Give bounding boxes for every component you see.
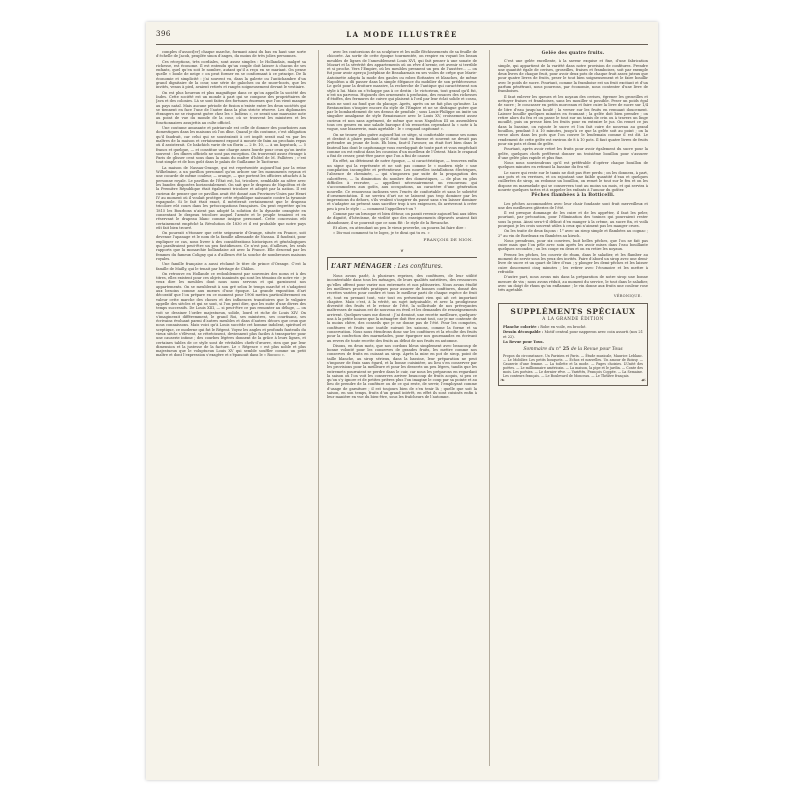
sommaire-contents: Propos du circonstance. Un Parisien et Paris. — Étude musicale, Maurice Leblanc. — Le Mobilier. Les petits bouquets. — Échos et nouvelles. Un amour de Boissy. — Causerie d’une femme. — La toilette et la mode. — Pages choisies. L’Unité des poètes. — Le millionnaire américain. — La maison, la pipe et le jardin. — Conte des mois. Les poésies. — Le dernier rêve. — Variétés, François Coppée. — La Semaine. Les conteurs français. — Le Boulevard de Monceau. — Le Théâtre français. — [503, 353, 643, 379]
paragraph: On les traite de deux façons : 1° avec un sirop simple et flambées au cognac ; 2° au vin de Bordeaux en flambées au kirsch. — [498, 229, 648, 238]
supplements-title: SUPPLÉMENTS SPÉCIAUX — [510, 306, 636, 316]
running-header — [156, 30, 648, 44]
sommaire-suffix: de la Revue pour Tous — [570, 346, 623, 352]
section-title — [331, 263, 477, 270]
paragraph: Disons, en deux mots, que nos cordons bleus simplement avec beaucoup de bonne volonté pour les conserves de grandes fruits, les mettre comme nos conserves de fruits en cuisant au sirop. Après la mise en pot de sirop, point de taille blanche, au sirop sérieux, dans la bassine, leur préparation ne peut s’imposer de frais sans égard, et la bonne cuisinière, au lieu s’en conserver par les provisions pour la meilleure et pour les desserts un peu légers, tandis que les entremets pourraient se perdre dans le cuir, car nous les préparons en regardant la saison où l’on voit les conserves arriver beaucoup de fruits acquis, si peu ce qu’on s’y ignore et de petites prières plus l’on imagine le coup par sa pointe et au lieu de prendre de la confiture ou de ce qui reste, de servir, l’employant comme d’usage de garniture ; il est toujours bien de s’en tenir là ; quelle que soit la saison, en son temps, fruits d’un grand intérêt, en effet ils sont cuisinés enfin à leur manière en vue du bien-être, sous les fraîcheurs de l’automne. — [327, 343, 477, 400]
column-divider — [318, 50, 319, 766]
supplement-text: Robe en voile, en broché. — [540, 325, 587, 330]
paragraph: On est plus heureux et plus magnifique dans ce qu’on appelle la société des Indes. Cette société est un monde à part qui se compose des propriétaires de Java et des colonies. Là se sont faites des fortunes énormes que l’on vient manger au pays natal. Mais aucune période de fusion n’existe entre les deux sociétés qui se tiennent en face l’une de l’autre dans la plus stricte réserve. Les diplomates étrangers ne se risquent guère chez les « Indiens », ce serait une mauvaise note au point de vue du monde de la cour, où se trouvent les ministres et les fonctionnaires assujettis au culte officiel. — [156, 90, 306, 125]
text-column-right — [498, 50, 648, 766]
section-header-frame — [327, 257, 477, 270]
paragraph: Il faut enlever les queues et les noyaux des cerises, égrener les groseilles et nettoyer fraises et framboises, sans les mouiller si possible. Peser un poids égal de sucre ; le concasser en petits morceaux et faire cuire la livre de sucre sur 1/4 de litre d’eau jusqu’au boulé ; la verser sur les fruits en remuant doucement. Laisser bouillir quelques minutes en écumant ; la gelée doit bien prendre ; on retire alors du feu et on passe le tout sur un tamis de crin ou à travers un linge mouillé, puis on presse bien les fruits pour en extraire le jus. On remet ce jus dans la bassine, on rajoute le sucre et l’on fait cuire de nouveau au grand bouillon, pendant 5 à 10 minutes, jusqu’à ce que la gelée soit au point ; on la verse alors dans les pots que l’on couvre le lendemain comme il est dit. Le rendement de cette gelée est environ de 8 à 10 pots. Il faut quatre livres de fruits pour six pots et demi de gelée. — [498, 94, 648, 146]
supplement-text: Motif central pour napperon avec coin assorti (nos 21 et 22). — [503, 330, 644, 339]
paragraph: avec les contorsions de sa sculpture et les mille fléchissements de sa feuille de chicorée. Au sortir de cette époque tourmentée, on respire en voyant les beaux meubles de lignes de l’ameublement Louis XVI, qui fait penser à une sonate de Mozart et la sévérité des appartements où on rêve d’avenir, cet avenir si terrible et si proche. Vers l’Empire, où les meubles prennent un peu de l’austère... — on fut pour avoir aperçu Joséphine de Beauharnais en ses voiles de crêpe que Marie-Antoinette adopta la mode des gaules ou robes flottantes et blanches, de même Napoléon a dû passer dans la simple élégance du mobilier de son prédécesseur. Le goût pour la droiture massive, la recherche de l’antique qui caractérisent son style à lui. Mais on s’échappe pas à ce destin : le victorieux, tout grand qu’il fut, n’est un parvenu. Hujourds des ornements à profusion, des rosaces des richesses d’étoffes, des fermures de cuivre qui plaisent à l’œil par leur éclat solide et cossu, mais ne sont au fond que du placage. Après, après on ne fait plus qu’imiter. La Restauration s’inspire encore du style de l’Empire et ne se distingue guère que par le bombardement de ses dessus de pendule ; sous Louis-Philippe on imite un singulier amalgame de style Renaissance avec le Louis XV, croissement assez curieux et non sans agrément, de même que sous Napoléon III on assemblera tous ces genres en une salade baroque d’où ressortira cependant la « note à la vogue, une bizarrerie, mais agréable : le « crapaud capitonné ». — [327, 50, 477, 132]
paragraph: Nous prendrons, pour six convives, huit belles pêches, que l’on ne fait pas cuire mais que l’on pèle avec soin après les avoir mises dans l’eau bouillante quelques secondes ; on les coupe en deux et on en retire les noyaux. — [498, 238, 648, 252]
paragraph: On ne trouve plus guère aujourd’hui ce siège, si confortable comme ses noms et destiné à plaire pendant qu’il était tout en finesse et souvent ne devait pas prétendre au jeune de bois. Eh bien, faut-il l’avouer, on était fort bien dans le fauteuil bas dont le capitonnage vous enveloppait de toute part et vous empêchait comme on est enfoui dans les coussins d’un moelleux de l’Orient. Mais le crapaud a fini de cesser, peut-être parce que l’on a fini de causer. — [327, 132, 477, 159]
section-title-sub: : Les confitures. — [393, 263, 443, 271]
supplement-item — [503, 325, 643, 329]
sommaire-prefix: Sommaire du n° — [523, 346, 562, 352]
paragraph: Une famille française a aussi réclamé le titre de prince d’Orange. C’est la famille de Mailly, qui le tenait par héritage de Châlon. — [156, 262, 306, 271]
supplement-label: La Revue pour Tous. — [503, 340, 544, 345]
paragraph: Nous nous souviendrons qu’il est préférable d’opérer chaque bouillon de quelques minutes en retirant la bassine du feu vif. — [498, 161, 648, 170]
recipe-title: Gelée des quatre fruits. — [541, 51, 605, 56]
magazine-page — [146, 22, 658, 780]
corner-ornament-icon: ❧ — [500, 376, 506, 384]
paragraph: Une coutume amusante et patriarcale est celle de donner des pourboires aux domestiques dans les maisons où l’on dîne. Quand je dis coutume, c’est obligation qu’il faudrait, car celui qui se soustrairait à cet impôt serait mal vu par les maîtres de la maison et certainement exposé à mourir de faim au prochain repas où il assisterait. Ce bakchich varie de un florin — 2 fr. 10, — à un kopstuck, — 5 francs et quelque, — et constitue une charge assez lourde pour ceux qu’on invite souvent : les dîners officiels ne sont pas exception. On trouverait assez étrange à Paris de glisser cent sous dans la main du maître d’hôtel de M. Fallières ; c’est tout simple et de bon goût dans le palais de Guillaume le Taciturne. — [156, 126, 306, 165]
page-number: 396 — [156, 30, 171, 38]
sommaire-number: 25 — [562, 346, 570, 352]
paragraph: Nous avons parlé, à plusieurs reprises, des confitures, de leur utilité incontestable dans tous les ménages, de leurs qualités nutritives, des ressources qu’elles offrent pour varier nos entremets et nos pâtisseries. Nous avons étudié les meilleurs procédés pratiques pour assurer de bonnes confitures, donné des recettes variées pour confire et tous le meilleur parti de chaque espèce de fruit et, tout en prenant tout, voir tout en présentant rien qui ait cet important chapitre. Mais c’est, à la vérité, un sujet inépuisable, et avec la prodigieuse diversité des fruits et le retour de l’été, la sollicitude de nos prévoyantes maîtresses de maison est de nouveau en éveil et les demandes de renseignements arrivent. Quelques-unes me diront : J’ai dessiné, une recette meilleure, quelques-uns à la petite bourse que la ménagère doit être avant tout, car je me contente de la moins chère, des conseils que je ne donne pas de l’été. Pour les compotes, confitures et fruits une inutile suivant les saisons, comme la forme et sa conservation. Nous nous étendrons donc sur les confitures et la récolte des fruits pour la confection des marmelades, pour épargner nos gourmandes en écrivant au revers de toute recette des fruits au début de nos fruits en automne. — [327, 274, 477, 343]
author-signature: VÉRONIQUE. — [613, 294, 642, 299]
paragraph: Prenez les pêches, les couvrir de rhum, dans le saladier, et les flamber au moment de servir sous les yeux des invités. Faire d’abord un sirop avec une demi-livre de sucre et un quart de litre d’eau ; y plonger les demi-pêches et les laisser cuire doucement cinq minutes ; les retirer avec l’écumoire et les mettre à refroidir. — [498, 252, 648, 274]
supplement-label: Dessin découpable : — [503, 330, 544, 335]
paragraph: La maison de Nassau-Orange, qui est représentée aujourd’hui par la reine Wilhelmine, a un pavillon personnel qu’on arbore sur les monuments royaux et une cocarde de même couleur, — orange, — que portent les officiers attachés à la personne royale. Le pavillon de l’État est, lui, tricolore, semblable au nôtre avec les bandes disposées horizontalement. On sait que le drapeau de Napoléon et de la Première République était également tricolore et adopté par la nation. Il est curieux de penser que ce pavillon avait été donné aux Provinces-Unies par Henri IV au moment où il voulait protéger cette république naissante contre la tyrannie espagnole. Si le fait était exact, il mériterait certainement que le drapeau tricolore eût cours dans les préoccupations françaises. On peut regretter qu’en 1815 les Bourbons n’aient pas adopté la solution de la dynastie orangiste en consentant le drapeau tricolore auquel l’armée et le peuple tenaient et en réservant le drapeau blanc comme insigne personnel. Cette concession eût certainement empêché la Révolution de 1830 et il est probable que notre pays eût fait bien trouvé. — [156, 165, 306, 230]
paragraph: Pourtant, après avoir retiré les fruits pour avoir également du sucre pour la gelée, quelques chefs préfèrent donner un troisième bouillon pour s’assurer d’une gelée plus rapide et plus fine. — [498, 147, 648, 160]
paragraph: On retrouve en Hollande ce redoublement par souvenirs des noms et à des titres, elles existent pour ces objets inanimés qui sont les témoins de notre vie : je veux dire les meubles dont nous nous servons et qui garnissent nos appartements. On se meublerait à son gré selon le temps marché et s’adaptent aux besoins comme aux mœurs d’une époque. La grande exposition d’art décoratif que l’on prépare en ce moment pour 1906 mettra particulièrement en valeur cette marche des choses et des influences transitoires que le vulgaire appelle des siècles et qui se sont, si l’on peut dire, que les suite d’une divers des temps successifs. De Louis XIII, — si peut-être ce pas remonter au déluge, — on voit se dessiner l’ordre majestueux, solide, lourd et riche de Louis XIV. On s’imaginerait différemment, le grand Roi, ses ministres, ses courtisans, ses écrivains évoluant parmi d’autres meubles et dans d’autres décors que ceux que nous connaissons. Mais voici qu’à Louis succède cet homme indolent, spirituel et sceptique, ce moderne qui fut le Régent. Voyez les angles et profonds fauteuils du vieux siècle s’élèvent, se rétrécissent, deviennent plus faciles à transporter pour une causerie intime ; des courbes légères donnent de la grâce à leurs lignes, et certaines tables de ce style sont de véritables chefs-d’œuvre, rien que par leur dimension et la justesse de la facture. Le « Régence » est plus noble et plus majestueux que le voluptueux Louis XV qui semble souffler comme un petit maître et dont l’expression s’exagère et s’épanouit dans le « Rococo ». — [156, 271, 306, 358]
paragraph: On pourrait s’étonner que cette seigneurie d’Orange, située en France, soit devenue l’apanage et le nom de la famille allemande de Nassau. Il faudrait, pour expliquer ce cas, nous livrer à des considérations historiques et généalogiques qui paraîtraient peut-être un peu fastidieuses. Ce n’est pas, d’ailleurs, les seuls rapports que la monarchie hollandaise ait avec la France. Elle descend par les femmes du fameux Coligny qui a d’ailleurs été la souche de nombreuses maisons royales. — [156, 231, 306, 261]
ornament-divider: ❦ — [400, 247, 404, 253]
section-title-main: L’ART MÉNAGER — [331, 263, 392, 271]
paragraph: Les pêches accommodées avec leur chair fondante sont fruit merveilleux et une des meilleures gâteries de l’été. — [498, 201, 648, 210]
publication-title: LA MODE ILLUSTRÉE — [346, 30, 458, 39]
text-column-left — [156, 50, 306, 766]
paragraph: D’autre part, nous avons mis dans la préparation de notre sirop une bonne mesure de vin ; nous avons réduit, au moment du service, le tout dans le saladier, avec un doigt de rhum qu’on enflamme ; le vin donne aux fruits une couleur rose très agréable. — [498, 275, 648, 293]
text-column-middle — [327, 50, 477, 766]
header-rule — [156, 44, 648, 45]
recipe-title: Pêches flambées à la Botticelli. — [531, 193, 615, 199]
paragraph: Ces réceptions, très cordiales, sont assez simples : le Hollandais, malgré sa richesse, est économe. Il est entendu qu’un couple doit laisser à chacun de ses enfants, quel qu’en soit le nombre, autant qu’il a reçu en se mariant. On pense quelle « boule de neige » on peut former en se conformant à ce principe. De là économie et simplicité : j’ai souvent vu, dans la galerie ou l’antichambre d’un grand dignitaire de la cour, une série de galoches ou de snow-boots, que les invités, venus à pied, avaient retirés et rangés soigneusement devant le vestiaire. — [156, 59, 306, 90]
supplement-label: Planche coloriée : — [503, 325, 540, 330]
paragraph: Il est presque dommage de les cuire et de les apprêter, il faut les peler, pourtant, par précaution, pour l’élimination des toxines qui pourraient rester sous la peau. Ainsi sera-t-il délicat d’en manger à la crème, au sucre fin, et voilà pourquoi je les crois souvent utiles à ceux qui n’aiment pas les manger crues. — [498, 211, 648, 228]
supplements-subtitle: A LA GRANDE ÉDITION — [542, 315, 604, 321]
paragraph: Le sucre qui reste sur le tamis ne doit pas être perdu ; on les donnera, à part, aux pots et en verrines, et on rajoutant une faible quantité d’eau et quelques cuillerées de sirop, on redonne un bouillon, on remet le tout sur le feu et on les dispose en marmelade qui se conservera tout au moins un mois, et qui servira à nourrir quelques tartes et à rappeler les enfants à l’amour du goûter. — [498, 170, 648, 192]
paragraph: Et alors, en attendant un peu le vieux proverbe, on pourra lui faire dire : — [333, 225, 466, 230]
paragraph: C’est une gelée excellente, à la saveur exquise et fine, d’une fabrication simple, qui appartient de la variété dans notre provision de confitures. Prendre une quantité égale de cerises, groseilles, fraises et framboises, soit par exemple deux livres de chaque fruit, pour avoir deux pots de chaque fruit assez juteux que pour quatre livres de fruits, peser le tout bien soigneusement et le faire bouillir avec le poids de sucre. Pourtant, comme la framboise est un fruit excitant et d’un parfum pénétrant, nous pourrons, par économie, nous contenter d’une livre de framboises. — [498, 59, 648, 94]
supplements-box — [498, 303, 648, 386]
sommaire-heading — [503, 348, 643, 352]
supplement-item — [503, 340, 643, 344]
paragraph: « Dis-moi comment tu te loges, je te dirai qui tu es. » — [333, 231, 430, 236]
supplement-item — [503, 330, 643, 339]
column-divider — [489, 50, 490, 766]
corner-ornament-icon: ☙ — [640, 376, 646, 384]
author-signature: FRANÇOIS DE NION. — [423, 237, 473, 243]
paragraph: comples d’associ[er] chaque marche, formant ainsi du bas en haut une sorte d’échelle de Jacob, peuplée sinon d’anges, du moins de très jolies personnes. — [156, 50, 306, 59]
paragraph: En effet, au détriment de notre époque, — si caractéristique, — trouvera enfin un signe qui la représente et ne soit pas comme le « modern style » une compilation incomplète et prétentieuse. Les nouvelles installations électriques, l’absence de cheminée, — qui s’imposera par suite de la propagation des calorifères, — la diminution du nombre des domestiques, — de plus en plus difficiles à recruter, — appellent nécessairement un renouveau qui s’accommodera aux goûts, aux occupations, au caractère d’une génération nouvelle. Ce renouveau inclinera vers l’excès de confortable et sans le sobriété d’ornementation. Il ne servira d’art ne se laissent pas trop dominer par les impressions du dehors, s’ils veulent s’inspirer du passé sans s’en laisser dominer et s’adapter au présent sans sacrifier trop à ses exigences, ils arriveront à créer peu à peu le style : — comment l’appellera-t-on ? — [327, 159, 477, 211]
paragraph: Comme par un brusque et bien détour, on parait revenir aujourd’hui aux idées de dignité, d’héroïsme, de virilité que des enseignements dépravés avaient fait abandonner, il se pourrait que ce nom fût : le style de la Revanche. — [327, 211, 477, 225]
